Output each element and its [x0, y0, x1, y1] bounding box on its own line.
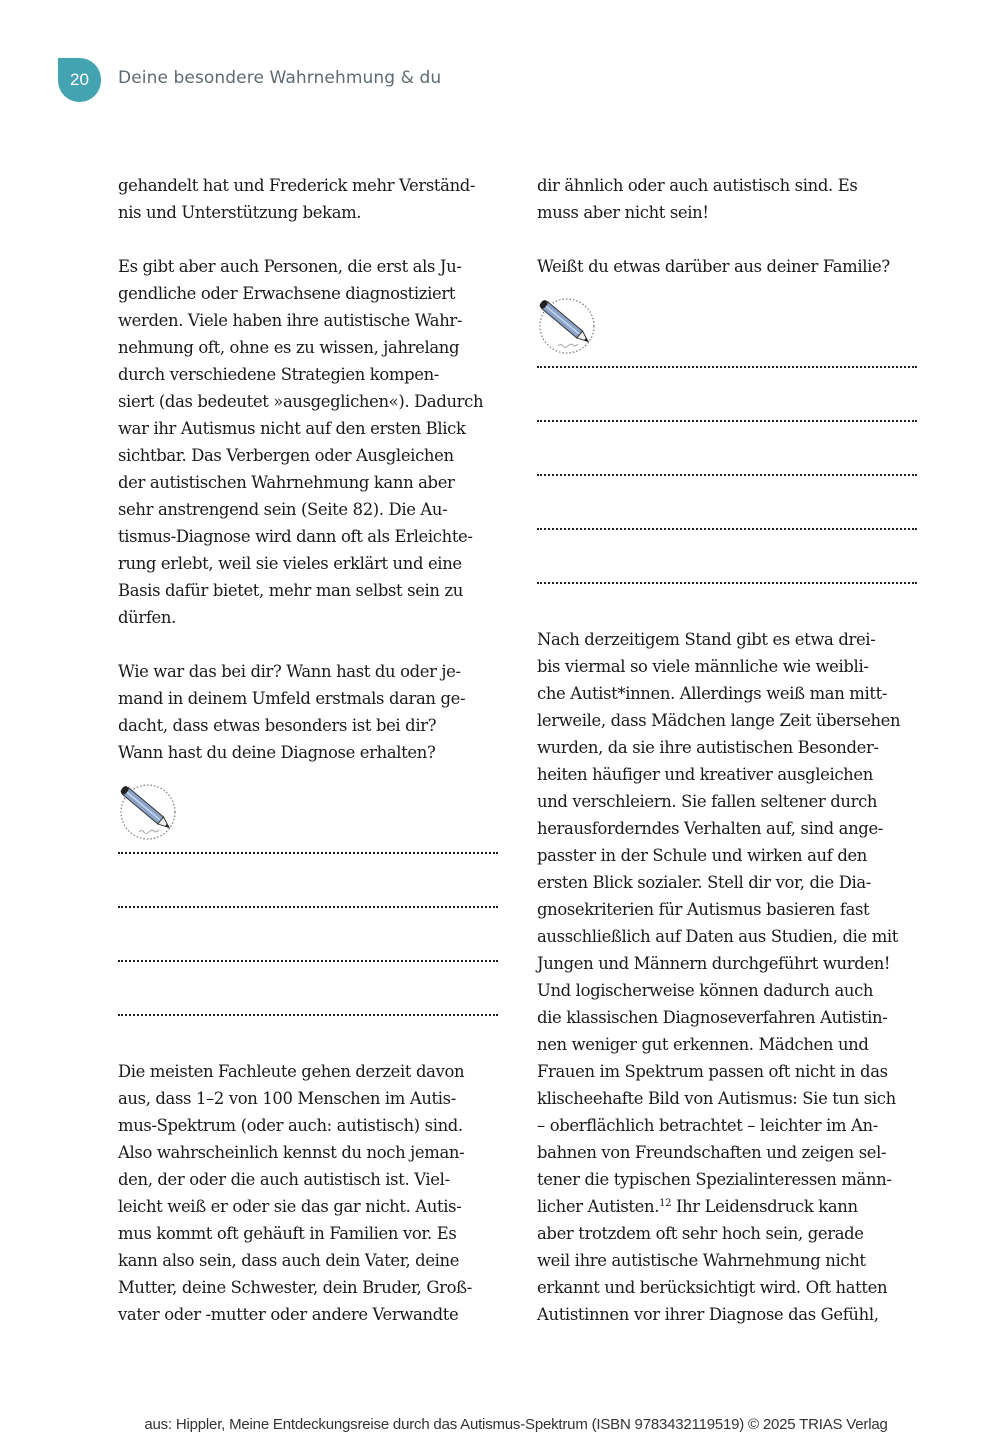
text-segment: aber trotzdem oft sehr hoch sein, gerade: [537, 1224, 864, 1243]
text-line: tismus-Diagnose wird dann oft als Erleichte-: [118, 527, 473, 546]
question-prompt: [537, 253, 921, 280]
text-segment: passter in der Schule und wirken auf den: [537, 846, 868, 865]
text-line: siert (das bedeutet »ausgeglichen«). Dadurch: [118, 392, 484, 411]
text-line: vater oder -mutter oder andere Verwandte: [118, 1305, 459, 1324]
text-line: war ihr Autismus nicht auf den ersten Blick: [118, 419, 466, 438]
text-line: [537, 1193, 921, 1220]
text-line: kann also sein, dass auch dein Vater, deine: [118, 1251, 460, 1270]
text-segment: Ihr Leidensdruck kann: [671, 1197, 858, 1216]
text-segment: ausschließlich auf Daten aus Studien, die mit: [537, 927, 899, 946]
text-line: [537, 869, 921, 896]
text-line: durch verschiedene Strategien kompen-: [118, 365, 439, 384]
text-line: sichtbar. Das Verbergen oder Ausgleichen: [118, 446, 454, 465]
dotted-answer-line[interactable]: [537, 528, 917, 530]
text-line: [537, 842, 921, 869]
text-line: mus-Spektrum (oder auch: autistisch) sind.: [118, 1116, 463, 1135]
text-segment: wurden, da sie ihre autistischen Besonder-: [537, 738, 879, 757]
dotted-answer-line[interactable]: [537, 582, 917, 584]
text-segment: Jungen und Männern durchgeführt wurden!: [537, 954, 891, 973]
text-segment: gnosekriterien für Autismus basieren fast: [537, 900, 870, 919]
text-line: leicht weiß er oder sie das gar nicht. Autis-: [118, 1197, 462, 1216]
text-segment: und verschleiern. Sie fallen seltener durch: [537, 792, 878, 811]
text-line: [537, 1220, 921, 1247]
right-column: [537, 172, 921, 1355]
left-column: [118, 172, 502, 1355]
copyright-footer: aus: Hippler, Meine Entdeckungsreise durch das Autismus-Spektrum (ISBN 9783432119519) © 2025 TRIAS Verlag: [144, 1416, 888, 1433]
page-number: 20: [70, 70, 89, 89]
text-line: [537, 896, 921, 923]
dotted-answer-line[interactable]: [537, 474, 917, 476]
text-segment: klischeehafte Bild von Autismus: Sie tun sich: [537, 1089, 896, 1108]
pencil-icon: [115, 780, 177, 842]
text-line: aus, dass 1–2 von 100 Menschen im Autis-: [118, 1089, 456, 1108]
text-line: [537, 761, 921, 788]
text-line: Also wahrscheinlich kennst du noch jeman-: [118, 1143, 465, 1162]
text-segment: Nach derzeitigem Stand gibt es etwa drei-: [537, 630, 876, 649]
text-line: [537, 950, 921, 977]
text-line: [537, 923, 921, 950]
dotted-answer-line[interactable]: [118, 906, 498, 908]
text-line: [537, 1004, 921, 1031]
text-segment: bahnen von Freundschaften und zeigen sel-: [537, 1143, 887, 1162]
question-prompt: [118, 658, 502, 766]
text-line: gehandelt hat und Frederick mehr Verständ-: [118, 176, 476, 195]
text-line: [537, 788, 921, 815]
text-line: gendliche oder Erwachsene diagnostiziert: [118, 284, 456, 303]
text-line: nehmung oft, ohne es zu wissen, jahrelang: [118, 338, 460, 357]
text-line: mand in deinem Umfeld erstmals daran ge-: [118, 689, 466, 708]
dotted-answer-line[interactable]: [118, 852, 498, 854]
text-segment: die klassischen Diagnoseverfahren Autistin-: [537, 1008, 888, 1027]
text-line: [537, 1139, 921, 1166]
dotted-answer-line[interactable]: [118, 960, 498, 962]
text-line: Weißt du etwas darüber aus deiner Familie?: [537, 257, 890, 276]
paragraph: [118, 253, 502, 631]
text-line: [537, 626, 921, 653]
text-segment: che Autist*innen. Allerdings weiß man mitt-: [537, 684, 888, 703]
text-segment: heiten häufiger und kreativer ausgleichen: [537, 765, 873, 784]
text-line: [537, 1166, 921, 1193]
text-line: Wie war das bei dir? Wann hast du oder je-: [118, 662, 461, 681]
text-segment: nen weniger gut erkennen. Mädchen und: [537, 1035, 869, 1054]
text-segment: weil ihre autistische Wahrnehmung nicht: [537, 1251, 866, 1270]
text-segment: bis viermal so viele männliche wie weibli-: [537, 657, 869, 676]
text-line: [537, 680, 921, 707]
text-line: [537, 1085, 921, 1112]
text-line: [537, 653, 921, 680]
paragraph: [118, 1058, 502, 1328]
text-line: [537, 815, 921, 842]
text-line: [537, 734, 921, 761]
text-line: [537, 1031, 921, 1058]
text-line: dacht, dass etwas besonders ist bei dir?: [118, 716, 437, 735]
paragraph: [537, 172, 921, 226]
text-segment: ersten Blick sozialer. Stell dir vor, die Dia-: [537, 873, 871, 892]
pencil-icon: [534, 294, 596, 356]
page-number-badge: [58, 58, 101, 102]
text-line: muss aber nicht sein!: [537, 203, 709, 222]
paragraph: [537, 626, 921, 1328]
dotted-answer-line[interactable]: [118, 1014, 498, 1016]
text-segment: Und logischerweise können dadurch auch: [537, 981, 874, 1000]
text-line: Basis dafür bietet, mehr man selbst sein zu: [118, 581, 463, 600]
text-segment: lerweile, dass Mädchen lange Zeit übersehen: [537, 711, 901, 730]
text-line: Mutter, deine Schwester, dein Bruder, Groß-: [118, 1278, 472, 1297]
paragraph: [118, 172, 502, 226]
text-line: werden. Viele haben ihre autistische Wahr-: [118, 311, 463, 330]
text-line: Es gibt aber auch Personen, die erst als Ju-: [118, 257, 462, 276]
text-segment: tener die typischen Spezialinteressen männ-: [537, 1170, 892, 1189]
text-line: Wann hast du deine Diagnose erhalten?: [118, 743, 436, 762]
text-line: [537, 1247, 921, 1274]
dotted-answer-line[interactable]: [537, 366, 917, 368]
text-line: dir ähnlich oder auch autistisch sind. Es: [537, 176, 858, 195]
text-line: [537, 1274, 921, 1301]
dotted-answer-line[interactable]: [537, 420, 917, 422]
footnote-reference[interactable]: 12: [659, 1198, 672, 1209]
text-line: [537, 707, 921, 734]
text-line: [537, 1301, 921, 1328]
text-line: [537, 1112, 921, 1139]
text-line: sehr anstrengend sein (Seite 82). Die Au-: [118, 500, 448, 519]
text-line: nis und Unterstützung bekam.: [118, 203, 362, 222]
text-line: Die meisten Fachleute gehen derzeit davon: [118, 1062, 465, 1081]
text-segment: – oberflächlich betrachtet – leichter im An-: [537, 1116, 878, 1135]
text-segment: herausforderndes Verhalten auf, sind ange-: [537, 819, 883, 838]
text-line: [537, 1058, 921, 1085]
text-line: dürfen.: [118, 608, 176, 627]
text-line: mus kommt oft gehäuft in Familien vor. Es: [118, 1224, 457, 1243]
text-line: rung erlebt, weil sie vieles erklärt und eine: [118, 554, 462, 573]
text-segment: Autistinnen vor ihrer Diagnose das Gefühl,: [537, 1305, 879, 1324]
text-segment: erkannt und berücksichtigt wird. Oft hatten: [537, 1278, 888, 1297]
text-line: [537, 977, 921, 1004]
answer-lines: [537, 366, 921, 584]
text-segment: licher Autisten.: [537, 1197, 660, 1216]
running-head: Deine besondere Wahrnehmung & du: [118, 68, 442, 88]
text-segment: Frauen im Spektrum passen oft nicht in das: [537, 1062, 888, 1081]
text-line: der autistischen Wahrnehmung kann aber: [118, 473, 455, 492]
answer-lines: [118, 852, 502, 1016]
text-line: den, der oder die auch autistisch ist. Viel-: [118, 1170, 450, 1189]
